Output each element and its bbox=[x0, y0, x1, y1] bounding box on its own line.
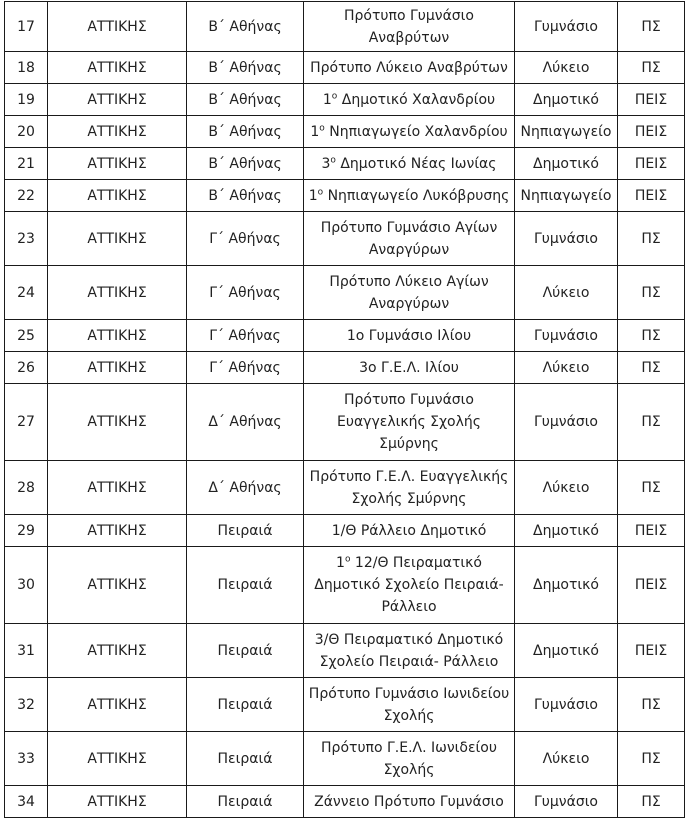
school-name-cell: 1ο Γυμνάσιο Ιλίου bbox=[304, 320, 515, 352]
school-ordinal: 1 bbox=[310, 123, 320, 140]
school-name-cell bbox=[304, 148, 515, 180]
table-row bbox=[5, 624, 685, 678]
category-cell: ΠΣ bbox=[618, 786, 685, 818]
directorate-cell: Πειραιά bbox=[187, 547, 304, 624]
directorate-cell: Δ΄ Αθήνας bbox=[187, 461, 304, 515]
region-cell: ΑΤΤΙΚΗΣ bbox=[48, 212, 187, 266]
table-row bbox=[5, 461, 685, 515]
school-name-cell: Πρότυπο Γ.Ε.Λ. Ιωνιδείου Σχολής bbox=[304, 732, 515, 786]
school-name-cell: 1/Θ Ράλλειο Δημοτικό bbox=[304, 515, 515, 547]
category-cell: ΠΣ bbox=[618, 320, 685, 352]
region-cell: ΑΤΤΙΚΗΣ bbox=[48, 352, 187, 384]
category-cell: ΠΕΙΣ bbox=[618, 148, 685, 180]
row-number: 17 bbox=[5, 2, 48, 52]
directorate-cell: Γ΄ Αθήνας bbox=[187, 352, 304, 384]
school-ordinal-mark: ο bbox=[330, 154, 336, 165]
region-cell: ΑΤΤΙΚΗΣ bbox=[48, 461, 187, 515]
school-level-cell: Γυμνάσιο bbox=[515, 786, 618, 818]
directorate-cell: Β΄ Αθήνας bbox=[187, 180, 304, 212]
row-number: 19 bbox=[5, 84, 48, 116]
school-name-cell: 3/Θ Πειραματικό Δημοτικό Σχολείο Πειραιά- Ράλλειο bbox=[304, 624, 515, 678]
school-level-cell: Γυμνάσιο bbox=[515, 384, 618, 461]
school-level-cell: Λύκειο bbox=[515, 461, 618, 515]
directorate-cell: Β΄ Αθήνας bbox=[187, 2, 304, 52]
category-cell: ΠΣ bbox=[618, 52, 685, 84]
school-level-cell: Δημοτικό bbox=[515, 84, 618, 116]
school-name-cell: Πρότυπο Γυμνάσιο Ιωνιδείου Σχολής bbox=[304, 678, 515, 732]
school-name-cell: 3ο Γ.Ε.Λ. Ιλίου bbox=[304, 352, 515, 384]
school-name: Νηπιαγωγείο Χαλανδρίου bbox=[329, 123, 508, 140]
region-cell: ΑΤΤΙΚΗΣ bbox=[48, 515, 187, 547]
region-cell: ΑΤΤΙΚΗΣ bbox=[48, 266, 187, 320]
row-number: 20 bbox=[5, 116, 48, 148]
school-name-cell: Πρότυπο Γυμνάσιο Ευαγγελικής Σχολής Σμύρνης bbox=[304, 384, 515, 461]
schools-table bbox=[4, 1, 685, 818]
category-cell: ΠΕΙΣ bbox=[618, 547, 685, 624]
category-cell: ΠΣ bbox=[618, 461, 685, 515]
school-name-cell: Πρότυπο Λύκειο Αγίων Αναργύρων bbox=[304, 266, 515, 320]
school-level-cell: Γυμνάσιο bbox=[515, 2, 618, 52]
school-name-cell bbox=[304, 84, 515, 116]
row-number: 28 bbox=[5, 461, 48, 515]
table-row bbox=[5, 352, 685, 384]
table-row bbox=[5, 678, 685, 732]
row-number: 26 bbox=[5, 352, 48, 384]
table-row bbox=[5, 384, 685, 461]
region-cell: ΑΤΤΙΚΗΣ bbox=[48, 732, 187, 786]
school-ordinal: 3 bbox=[321, 155, 331, 172]
row-number: 27 bbox=[5, 384, 48, 461]
school-name: Δημοτικό Χαλανδρίου bbox=[341, 91, 496, 108]
directorate-cell: Β΄ Αθήνας bbox=[187, 84, 304, 116]
school-ordinal-mark: ο bbox=[331, 90, 338, 101]
table-row bbox=[5, 52, 685, 84]
school-name-cell: Πρότυπο Γυμνάσιο Αγίων Αναργύρων bbox=[304, 212, 515, 266]
row-number: 23 bbox=[5, 212, 48, 266]
table-row bbox=[5, 212, 685, 266]
region-cell: ΑΤΤΙΚΗΣ bbox=[48, 2, 187, 52]
directorate-cell: Πειραιά bbox=[187, 732, 304, 786]
school-name-cell: Ζάννειο Πρότυπο Γυμνάσιο bbox=[304, 786, 515, 818]
row-number: 18 bbox=[5, 52, 48, 84]
directorate-cell: Γ΄ Αθήνας bbox=[187, 320, 304, 352]
category-cell: ΠΣ bbox=[618, 384, 685, 461]
category-cell: ΠΣ bbox=[618, 678, 685, 732]
category-cell: ΠΕΙΣ bbox=[618, 180, 685, 212]
table-row bbox=[5, 515, 685, 547]
region-cell: ΑΤΤΙΚΗΣ bbox=[48, 148, 187, 180]
category-cell: ΠΣ bbox=[618, 266, 685, 320]
row-number: 31 bbox=[5, 624, 48, 678]
directorate-cell: Δ΄ Αθήνας bbox=[187, 384, 304, 461]
region-cell: ΑΤΤΙΚΗΣ bbox=[48, 52, 187, 84]
table-row bbox=[5, 786, 685, 818]
category-cell: ΠΕΙΣ bbox=[618, 116, 685, 148]
category-cell: ΠΣ bbox=[618, 732, 685, 786]
directorate-cell: Πειραιά bbox=[187, 624, 304, 678]
school-ordinal: 1 bbox=[308, 187, 318, 204]
row-number: 22 bbox=[5, 180, 48, 212]
school-name: Δημοτικό Νέας Ιωνίας bbox=[340, 155, 497, 172]
school-level-cell: Δημοτικό bbox=[515, 515, 618, 547]
region-cell: ΑΤΤΙΚΗΣ bbox=[48, 678, 187, 732]
school-level-cell: Λύκειο bbox=[515, 732, 618, 786]
school-name-cell: Πρότυπο Γυμνάσιο Αναβρύτων bbox=[304, 2, 515, 52]
category-cell: ΠΣ bbox=[618, 2, 685, 52]
table-row bbox=[5, 320, 685, 352]
row-number: 21 bbox=[5, 148, 48, 180]
region-cell: ΑΤΤΙΚΗΣ bbox=[48, 547, 187, 624]
school-name-cell: Πρότυπο Γ.Ε.Λ. Ευαγγελικής Σχολής Σμύρνης bbox=[304, 461, 515, 515]
table-row bbox=[5, 266, 685, 320]
school-ordinal-mark: ο bbox=[319, 122, 325, 133]
table-row bbox=[5, 180, 685, 212]
region-cell: ΑΤΤΙΚΗΣ bbox=[48, 384, 187, 461]
category-cell: ΠΕΙΣ bbox=[618, 84, 685, 116]
row-number: 30 bbox=[5, 547, 48, 624]
row-number: 34 bbox=[5, 786, 48, 818]
table-row bbox=[5, 547, 685, 624]
directorate-cell: Πειραιά bbox=[187, 786, 304, 818]
table-row bbox=[5, 732, 685, 786]
school-ordinal-mark: ο bbox=[317, 186, 324, 197]
school-level-cell: Γυμνάσιο bbox=[515, 320, 618, 352]
school-name: Νηπιαγωγείο Λυκόβρυσης bbox=[327, 187, 510, 204]
school-level-cell: Δημοτικό bbox=[515, 547, 618, 624]
directorate-cell: Β΄ Αθήνας bbox=[187, 52, 304, 84]
region-cell: ΑΤΤΙΚΗΣ bbox=[48, 180, 187, 212]
school-level-cell: Γυμνάσιο bbox=[515, 678, 618, 732]
school-level-cell: Δημοτικό bbox=[515, 624, 618, 678]
table-row bbox=[5, 2, 685, 52]
school-level-cell: Λύκειο bbox=[515, 352, 618, 384]
school-name-cell bbox=[304, 116, 515, 148]
row-number: 29 bbox=[5, 515, 48, 547]
school-name-cell: Πρότυπο Λύκειο Αναβρύτων bbox=[304, 52, 515, 84]
table-row bbox=[5, 148, 685, 180]
region-cell: ΑΤΤΙΚΗΣ bbox=[48, 320, 187, 352]
school-level-cell: Λύκειο bbox=[515, 266, 618, 320]
region-cell: ΑΤΤΙΚΗΣ bbox=[48, 786, 187, 818]
category-cell: ΠΣ bbox=[618, 212, 685, 266]
row-number: 32 bbox=[5, 678, 48, 732]
directorate-cell: Γ΄ Αθήνας bbox=[187, 212, 304, 266]
school-name: 12/Θ Πειραματικό Δημοτικό Σχολείο Πειραιά-Ράλλειο bbox=[314, 555, 504, 615]
directorate-cell: Πειραιά bbox=[187, 515, 304, 547]
school-name-cell bbox=[304, 547, 515, 624]
table-row bbox=[5, 84, 685, 116]
school-level-cell: Λύκειο bbox=[515, 52, 618, 84]
school-name-cell bbox=[304, 180, 515, 212]
category-cell: ΠΣ bbox=[618, 352, 685, 384]
region-cell: ΑΤΤΙΚΗΣ bbox=[48, 624, 187, 678]
directorate-cell: Γ΄ Αθήνας bbox=[187, 266, 304, 320]
category-cell: ΠΕΙΣ bbox=[618, 515, 685, 547]
category-cell: ΠΕΙΣ bbox=[618, 624, 685, 678]
school-ordinal: 1 bbox=[336, 555, 345, 571]
row-number: 33 bbox=[5, 732, 48, 786]
region-cell: ΑΤΤΙΚΗΣ bbox=[48, 116, 187, 148]
school-level-cell: Γυμνάσιο bbox=[515, 212, 618, 266]
region-cell: ΑΤΤΙΚΗΣ bbox=[48, 84, 187, 116]
school-level-cell: Δημοτικό bbox=[515, 148, 618, 180]
directorate-cell: Β΄ Αθήνας bbox=[187, 116, 304, 148]
row-number: 25 bbox=[5, 320, 48, 352]
school-ordinal: 1 bbox=[322, 91, 332, 108]
directorate-cell: Πειραιά bbox=[187, 678, 304, 732]
table-row bbox=[5, 116, 685, 148]
school-level-cell: Νηπιαγωγείο bbox=[515, 116, 618, 148]
school-level-cell: Νηπιαγωγείο bbox=[515, 180, 618, 212]
directorate-cell: Β΄ Αθήνας bbox=[187, 148, 304, 180]
school-ordinal-mark: ο bbox=[344, 554, 351, 565]
row-number: 24 bbox=[5, 266, 48, 320]
